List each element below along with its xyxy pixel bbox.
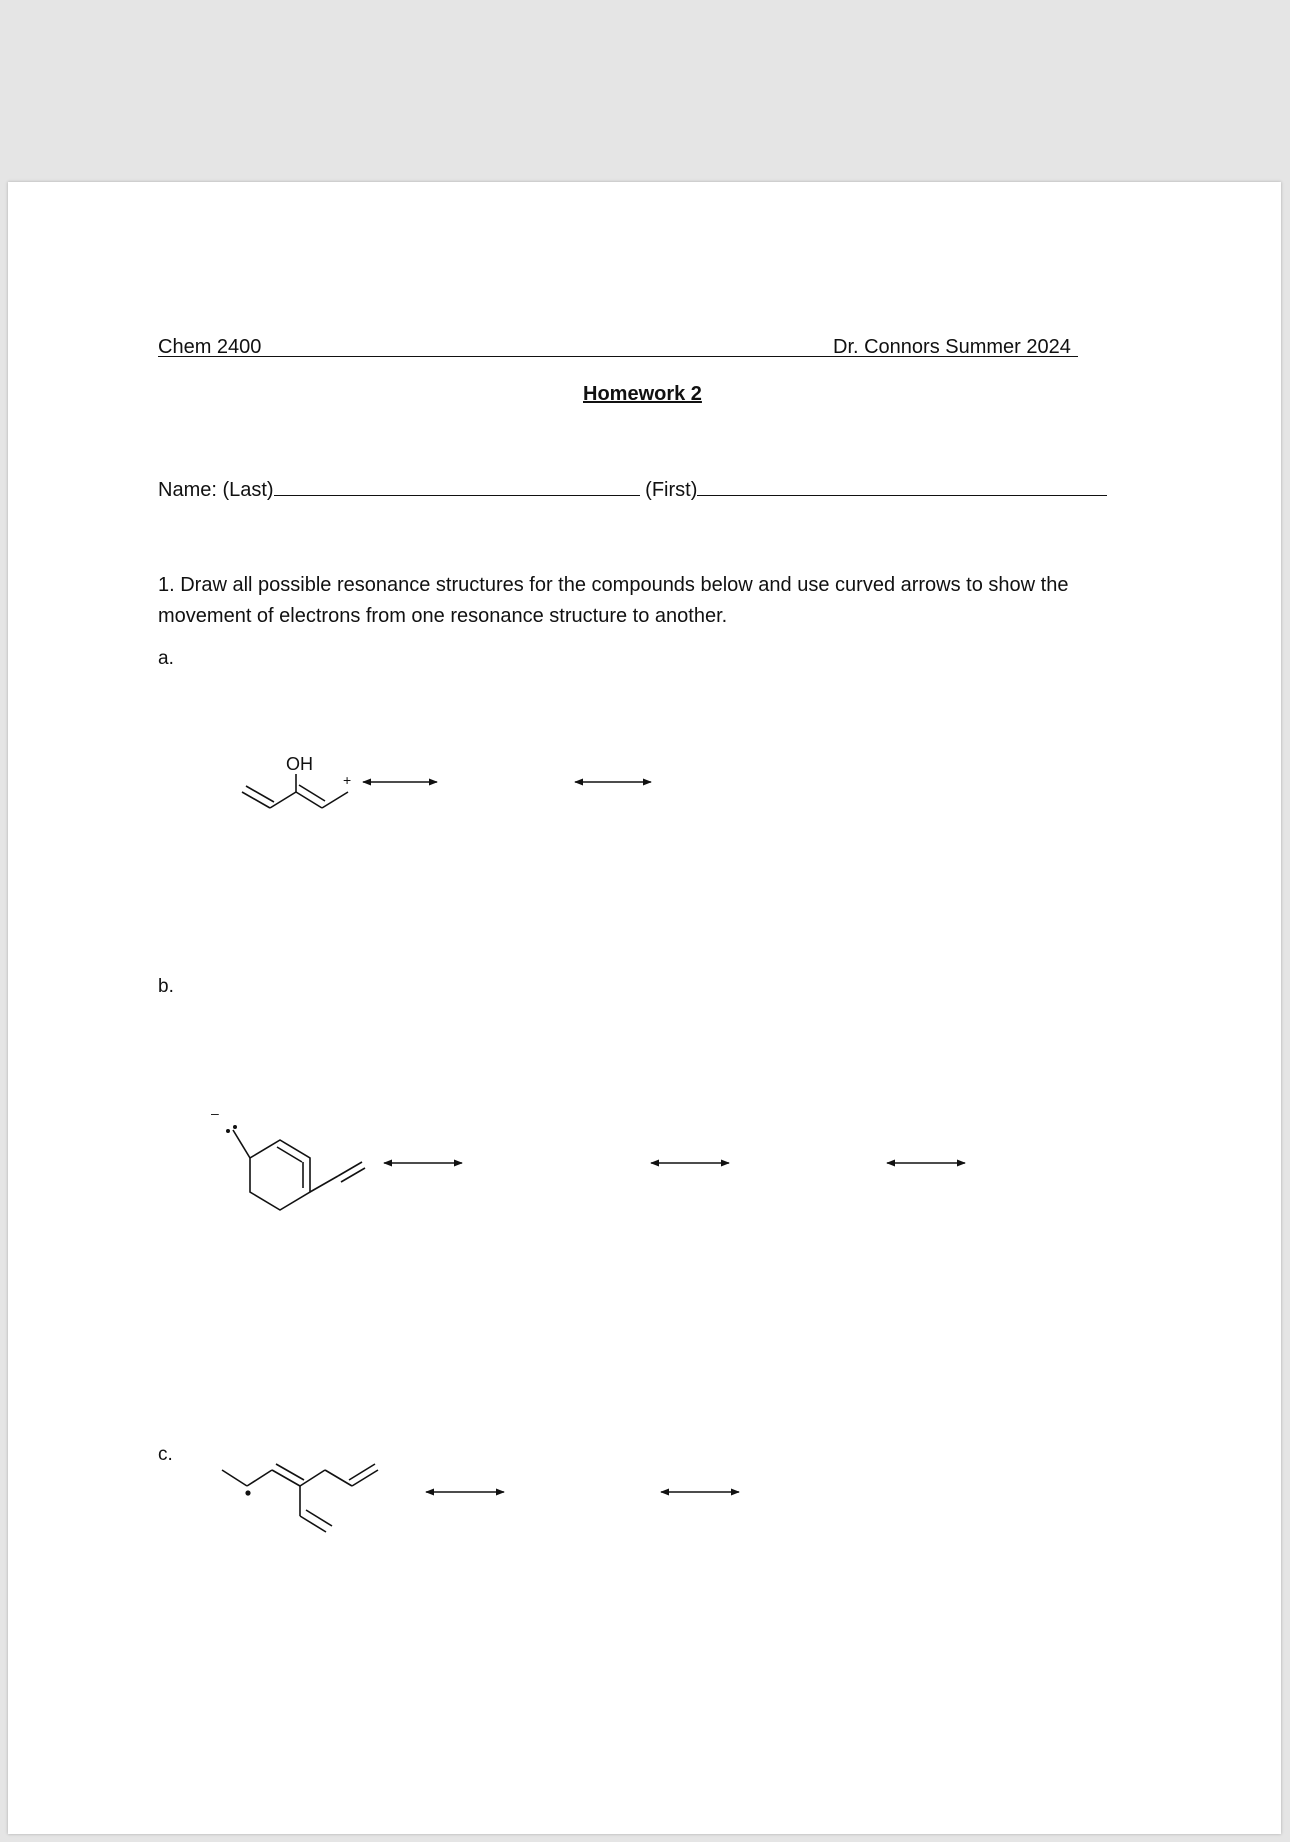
question-1-line-2: movement of electrons from one resonance structure to another. bbox=[158, 605, 728, 627]
radical-dot bbox=[245, 1490, 250, 1495]
part-c-label: c. bbox=[158, 1444, 173, 1465]
oh-label: OH bbox=[286, 754, 313, 774]
molecule-c bbox=[222, 1464, 378, 1532]
instructor-term: Dr. Connors Summer 2024 bbox=[833, 336, 1071, 358]
molecule-b bbox=[233, 1130, 365, 1210]
last-name-label: Name: (Last) bbox=[158, 479, 274, 501]
part-a-label: a. bbox=[158, 648, 174, 669]
first-name-label: (First) bbox=[645, 479, 698, 501]
charge-plus: + bbox=[343, 772, 352, 788]
lone-pair-dot bbox=[233, 1125, 237, 1129]
lone-pair-dot bbox=[226, 1129, 230, 1133]
page-title: Homework 2 bbox=[583, 383, 702, 405]
charge-minus: – bbox=[211, 1105, 219, 1121]
molecule-a bbox=[242, 774, 348, 808]
course-name: Chem 2400 bbox=[158, 336, 262, 358]
question-1-line-1: 1. Draw all possible resonance structures for the compounds below and use curved arrows to show the bbox=[158, 574, 1069, 596]
part-b-label: b. bbox=[158, 976, 174, 997]
